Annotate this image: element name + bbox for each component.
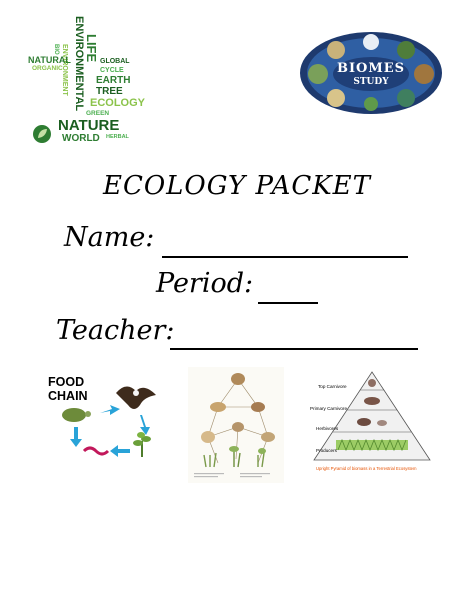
food-chain-title-line1: FOOD xyxy=(48,375,85,389)
word-nature: NATURE xyxy=(58,117,120,134)
word-life: LIFE xyxy=(84,34,99,63)
word-herbal: HERBAL xyxy=(106,134,129,140)
pyramid-level-producers: Producers xyxy=(316,448,337,453)
word-environmental: ENVIRONMENTAL xyxy=(73,16,85,112)
eagle-icon xyxy=(116,386,156,409)
biomes-logo-title: BIOMES xyxy=(336,61,406,76)
teacher-field-line[interactable] xyxy=(170,348,418,350)
teacher-label: Teacher: xyxy=(56,315,175,346)
biomes-logo-subtitle: STUDY xyxy=(353,77,389,87)
page-title: ECOLOGY PACKET xyxy=(102,171,372,201)
word-global: GLOBAL xyxy=(100,58,130,65)
turtle-icon xyxy=(62,408,91,422)
pyramid-level-herbivores: Herbivores xyxy=(316,426,339,431)
name-field-line[interactable] xyxy=(162,256,408,258)
pyramid-level-primary-carnivore: Primary Carnivore xyxy=(310,406,348,411)
word-bio: BIO xyxy=(53,44,59,55)
name-label: Name: xyxy=(64,222,155,253)
period-field-line[interactable] xyxy=(258,302,318,304)
period-label: Period: xyxy=(156,268,254,299)
biomes-study-logo xyxy=(298,30,444,116)
word-world: WORLD xyxy=(62,133,100,144)
ecology-word-cloud xyxy=(28,14,146,148)
pyramid-caption: Upright Pyramid of biomass in a Terrestrial Ecosystem xyxy=(316,466,417,471)
worm-icon xyxy=(84,448,108,454)
biomass-pyramid-image xyxy=(308,368,436,476)
food-chain-image xyxy=(44,371,164,471)
food-web-image xyxy=(188,367,284,483)
food-chain-title-line2: CHAIN xyxy=(48,389,88,403)
word-earth: EARTH xyxy=(96,75,131,86)
word-organic: ORGANIC xyxy=(32,65,63,72)
word-environment: ENVIRONMENT xyxy=(61,44,68,96)
word-green: GREEN xyxy=(86,110,110,117)
plant-icon xyxy=(133,432,151,457)
word-ecology: ECOLOGY xyxy=(90,97,146,109)
pyramid-level-top-carnivore: Top Carnivore xyxy=(318,384,347,389)
word-tree: TREE xyxy=(96,86,123,97)
word-natural: NATURAL xyxy=(28,55,71,65)
word-cycle: CYCLE xyxy=(100,67,124,74)
leaf-icon xyxy=(32,124,52,144)
